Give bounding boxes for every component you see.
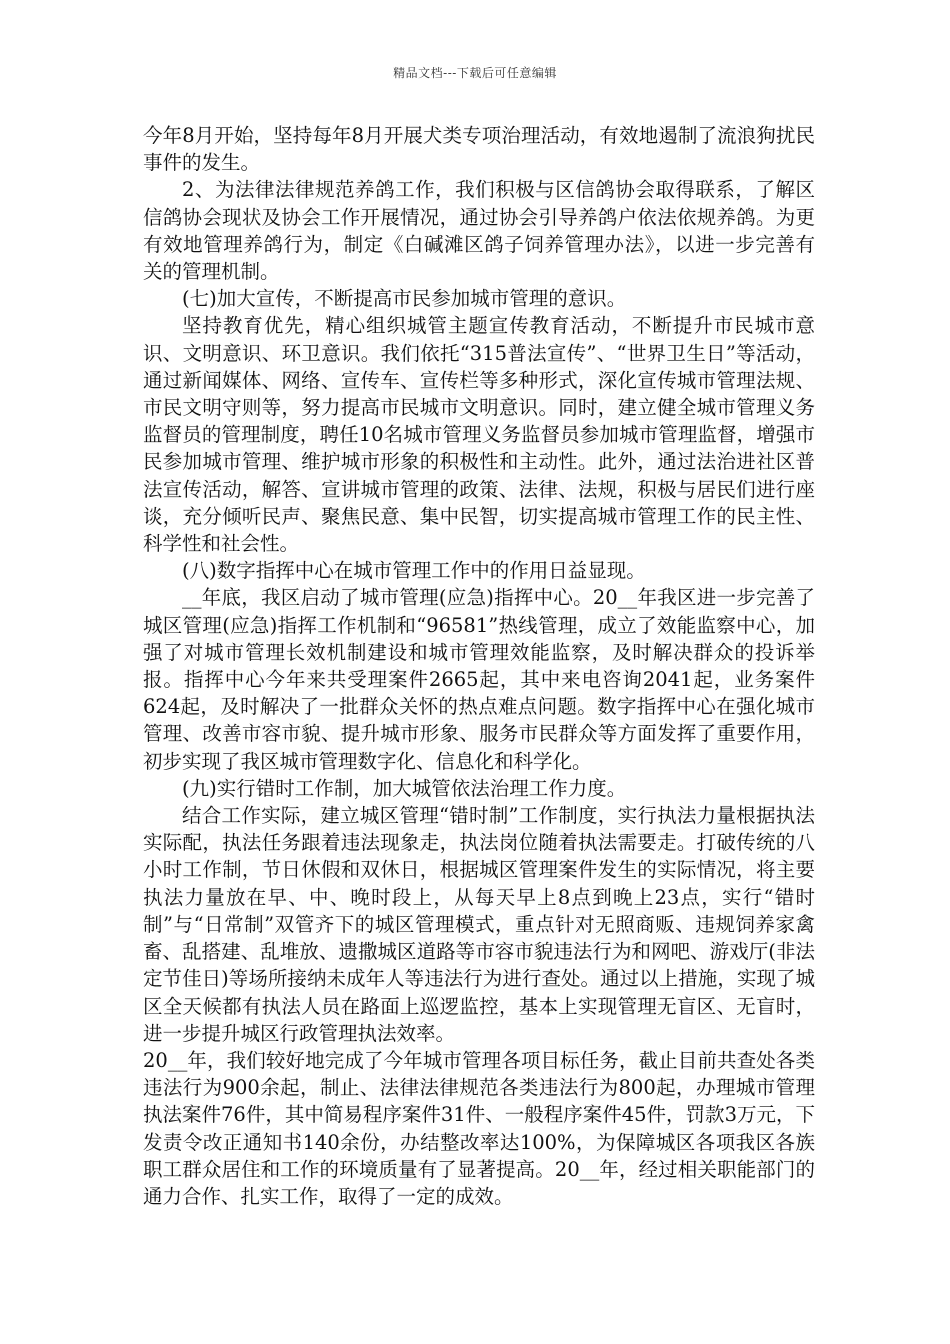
document-body: [143, 122, 815, 1210]
section-heading: (八)数字指挥中心在城市管理工作中的作用日益显现。: [182, 559, 646, 583]
section-heading: (九)实行错时工作制，加大城管依法治理工作力度。: [182, 776, 627, 800]
paragraph: 今年8月开始，坚持每年8月开展犬类专项治理活动，有效地遏制了流浪狗扰民事件的发生。: [143, 124, 815, 175]
paragraph: 20__年，我们较好地完成了今年城市管理各项目标任务，截止目前共查处各类违法行为900余起，制止、法律法律规范各类违法行为800起，办理城市管理执法案件76件，其中简易程序案件31件、一般程序案件45件，罚款3万元，下发责令改正通知书140余份，办结整改率达100%，为保障城区各项我区各族职工群众居住和工作的环境质量有了显著提高。20__年，经过相关职能部门的通力合作、扎实工作，取得了一定的成效。: [143, 1048, 815, 1208]
section-heading: (七)加大宣传，不断提高市民参加城市管理的意识。: [182, 287, 627, 311]
page-header: 精品文档---下载后可任意编辑: [393, 66, 557, 80]
paragraph: 坚持教育优先，精心组织城管主题宣传教育活动，不断提升市民城市意识、文明意识、环卫意识。我们依托“315普法宣传”、“世界卫生日”等活动，通过新闻媒体、网络、宣传车、宣传栏等多种形式，深化宣传城市管理法规、市民文明守则等，努力提高市民城市文明意识。同时，建立健全城市管理义务监督员的管理制度，聘任10名城市管理义务监督员参加城市管理监督，增强市民参加城市管理、维护城市形象的积极性和主动性。此外，通过法治进社区普法宣传活动，解答、宣讲城市管理的政策、法律、法规，积极与居民们进行座谈，充分倾听民声、聚焦民意、集中民智，切实提高城市管理工作的民主性、科学性和社会性。: [143, 314, 815, 556]
paragraph: 结合工作实际，建立城区管理“错时制”工作制度，实行执法力量根据执法实际配，执法任务跟着违法现象走，执法岗位随着执法需要走。打破传统的八小时工作制，节日休假和双休日，根据城区管理案件发生的实际情况，将主要执法力量放在早、中、晚时段上，从每天早上8点到晚上23点，实行“错时制”与“日常制”双管齐下的城区管理模式，重点针对无照商贩、违规饲养家禽畜、乱搭建、乱堆放、遗撒城区道路等市容市貌违法行为和网吧、游戏厅(非法定节佳日)等场所接纳未成年人等违法行为进行查处。通过以上措施，实现了城区全天候都有执法人员在路面上巡逻监控，基本上实现管理无盲区、无盲时，进一步提升城区行政管理执法效率。: [143, 804, 815, 1045]
paragraph: 2、为法律法律规范养鸽工作，我们积极与区信鸽协会取得联系，了解区信鸽协会现状及协会工作开展情况，通过协会引导养鸽户依法依规养鸽。为更有效地管理养鸽行为，制定《白碱滩区鸽子饲养管理办法》，以进一步完善有关的管理机制。: [143, 178, 815, 284]
paragraph: __年底，我区启动了城市管理(应急)指挥中心。20__年我区进一步完善了城区管理(应急)指挥工作机制和“96581”热线管理，成立了效能监察中心，加强了对城市管理长效机制建设和城市管理效能监察，及时解决群众的投诉举报。指挥中心今年来共受理案件2665起，其中来电咨询2041起，业务案件624起，及时解决了一批群众关怀的热点难点问题。数字指挥中心在强化城市管理、改善市容市貌、提升城市形象、服务市民群众等方面发挥了重要作用，初步实现了我区城市管理数字化、信息化和科学化。: [143, 586, 815, 773]
